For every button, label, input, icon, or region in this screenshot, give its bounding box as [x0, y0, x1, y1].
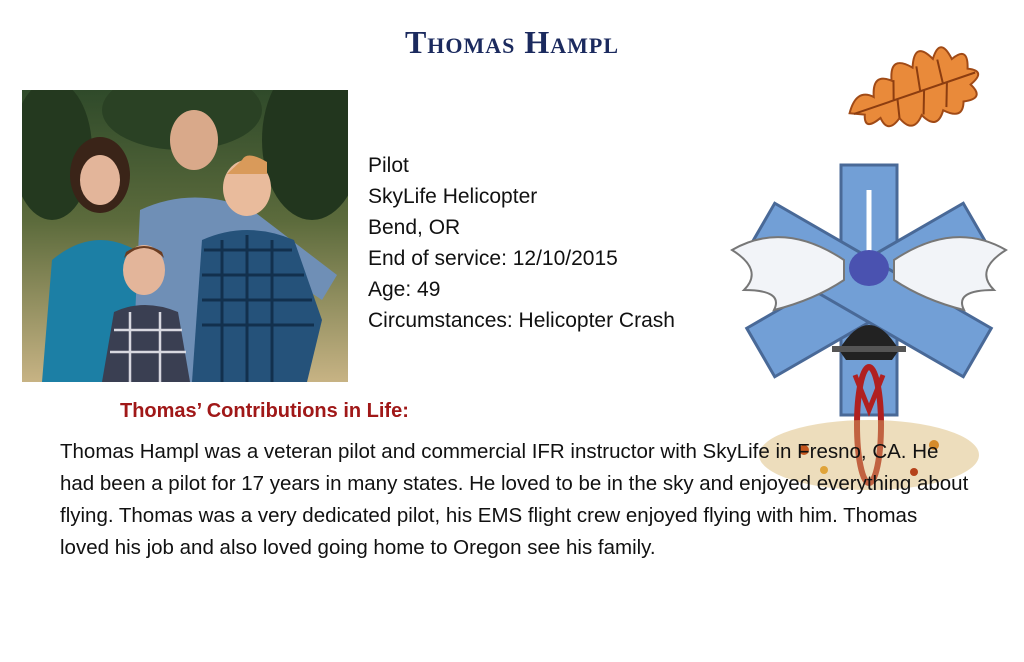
detail-employer: SkyLife Helicopter — [368, 185, 538, 208]
detail-end-of-service: End of service: 12/10/2015 — [368, 247, 618, 270]
detail-location: Bend, OR — [368, 216, 461, 239]
page-title: Thomas Hampl — [404, 24, 620, 60]
detail-occupation: Pilot — [368, 154, 409, 177]
family-photo — [22, 90, 348, 382]
contributions-text: Thomas Hampl was a veteran pilot and commercial IFR instructor with SkyLife in Fresno, CA. He had been a pilot for 17 years in many states. He loved to be in the sky and enjoyed everything about flying. Thomas was a very dedicated pilot, his EMS flight crew enjoyed flying with him. Thomas loved his job and also loved going home to Oregon see his family. — [60, 440, 969, 559]
contributions-heading: Thomas’ Contributions in Life: — [120, 400, 409, 422]
oak-leaf-icon — [838, 30, 990, 140]
details-list — [368, 150, 675, 336]
detail-circumstances: Circumstances: Helicopter Crash — [368, 309, 675, 332]
detail-age: Age: 49 — [368, 278, 441, 301]
